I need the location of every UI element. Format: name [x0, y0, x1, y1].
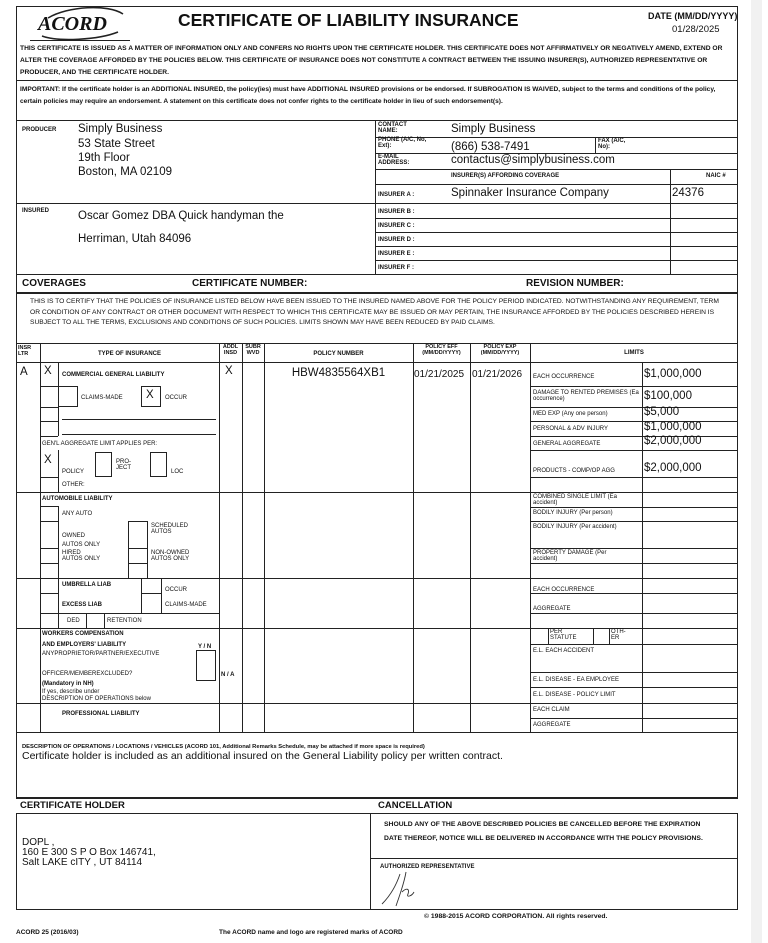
- insurer-b-label: INSURER B :: [378, 209, 415, 215]
- rule-line: [16, 703, 738, 704]
- rule-line: [58, 450, 59, 492]
- rule-line: [16, 6, 17, 797]
- rule-line: [548, 628, 549, 644]
- occur-checkbox[interactable]: X: [146, 389, 154, 401]
- description-text: Certificate holder is included as an additional insured on the General Liability policy per written contract.: [22, 750, 503, 762]
- rule-line: [530, 644, 738, 645]
- employers-liability-label: AND EMPLOYERS' LIABILITY: [42, 642, 127, 648]
- producer-line: Boston, MA 02109: [78, 166, 172, 178]
- rule-line: [530, 407, 738, 408]
- limit-value: $1,000,000: [644, 368, 702, 380]
- policy-eff-header: POLICY EFF (MM/DD/YYYY): [422, 344, 461, 356]
- owned-autos-label: OWNED AUTOS ONLY: [62, 533, 101, 548]
- cancellation-text: SHOULD ANY OF THE ABOVE DESCRIBED POLICIES BE CANCELLED BEFORE THE EXPIRATION DATE THEREOF, NOTICE WILL BE DELIVERED IN ACCORDANCE WITH THE POLICY PROVISIONS.: [384, 821, 703, 842]
- rule-line: [219, 343, 220, 732]
- rule-line: [16, 343, 738, 344]
- description-label: DESCRIPTION OF OPERATIONS / LOCATIONS / VEHICLES (ACORD 101, Additional Remarks Schedule, may be attached if more space is required): [22, 744, 425, 750]
- rule-line: [530, 672, 738, 673]
- insr-ltr-header: INSR LTR: [18, 345, 32, 357]
- certify-text: THIS IS TO CERTIFY THAT THE POLICIES OF INSURANCE LISTED BELOW HAVE BEEN ISSUED TO THE INSURED NAMED ABOVE FOR THE POLICY PERIOD INDICATED. NOTWITHSTANDING ANY REQUIREMENT, TERM OR CONDITION OF ANY CONTRACT OR OTHER DOCUMENT WITH RESPECT TO WHICH THIS CERTIFICATE MAY BE ISSUED OR MAY PERTAIN, THE INSURANCE AFFORDED BY THE POLICIES DESCRIBED HEREIN IS SUBJECT TO ALL THE TERMS, EXCLUSIONS AND CONDITIONS OF SUCH POLICIES. LIMITS SHOWN MAY HAVE BEEN REDUCED BY PAID CLAIMS.: [30, 298, 719, 326]
- limit-label: E.L. EACH ACCIDENT: [533, 648, 595, 654]
- rule-line: [128, 548, 147, 549]
- rule-line: [16, 732, 738, 733]
- revision-number-label: REVISION NUMBER:: [526, 278, 624, 289]
- rule-line: [16, 80, 738, 81]
- hired-autos-label: HIRED AUTOS ONLY: [62, 550, 101, 563]
- insurers-header: INSURER(S) AFFORDING COVERAGE: [451, 173, 560, 179]
- insured-label: INSURED: [22, 208, 50, 214]
- limit-label: PERSONAL & ADV INJURY: [533, 426, 609, 432]
- ded-label: DED: [67, 618, 80, 624]
- gl-policy-eff: 01/21/2025: [414, 369, 465, 380]
- gl-label: COMMERCIAL GENERAL LIABILITY: [62, 372, 165, 378]
- rule-line: [595, 137, 596, 153]
- subr-wvd-header: SUBR WVD: [245, 344, 261, 356]
- coverages-title: COVERAGES: [22, 278, 86, 289]
- claims-made-label: CLAIMS-MADE: [81, 395, 123, 401]
- limit-value: $1,000,000: [644, 421, 702, 433]
- gl-insr-ltr: A: [20, 366, 28, 378]
- contact-name-label: CONTACT NAME:: [378, 122, 407, 135]
- policy-number-header: POLICY NUMBER: [313, 351, 364, 357]
- email-value: contactus@simplybusiness.com: [451, 154, 615, 166]
- checkbox-outline[interactable]: [58, 386, 78, 407]
- limits-header: LIMITS: [624, 350, 644, 356]
- auto-label: AUTOMOBILE LIABILITY: [42, 496, 113, 502]
- limit-label: E.L. DISEASE - EA EMPLOYEE: [533, 677, 620, 683]
- rule-line: [642, 362, 643, 732]
- na-label: N / A: [221, 672, 235, 678]
- rule-line: [530, 521, 738, 522]
- authorized-rep-label: AUTHORIZED REPRESENTATIVE: [380, 864, 475, 870]
- yn-label: Y / N: [198, 644, 212, 650]
- rule-line: [470, 343, 471, 732]
- limit-label: DAMAGE TO RENTED PREMISES (Ea occurrence): [533, 390, 639, 403]
- insurer-d-label: INSURER D :: [378, 237, 415, 243]
- email-label: E-MAIL ADDRESS:: [378, 154, 410, 167]
- limit-value: $100,000: [644, 390, 692, 402]
- insurer-a-name: Spinnaker Insurance Company: [451, 187, 609, 199]
- rule-line: [16, 909, 738, 910]
- insured-address: Herriman, Utah 84096: [78, 233, 192, 245]
- rule-line: [16, 203, 375, 204]
- rule-line: [40, 343, 41, 732]
- holder-line: DOPL ,: [22, 837, 55, 848]
- retention-label: RETENTION: [107, 618, 142, 624]
- if-yes-label: If yes, describe under: [42, 689, 100, 695]
- rule-line: [86, 613, 87, 628]
- project-label: PRO- JECT: [116, 459, 131, 472]
- mandatory-label: (Mandatory in NH): [42, 681, 94, 687]
- phone-label: PHONE (A/C, No, Ext):: [378, 137, 427, 150]
- rule-line: [375, 246, 738, 247]
- rule-line: [40, 436, 58, 437]
- officer-label: OFFICER/MEMBEREXCLUDED?: [42, 671, 133, 677]
- rule-line: [242, 343, 243, 732]
- rule-line: [128, 521, 147, 522]
- limit-value: $5,000: [644, 406, 680, 418]
- rule-line: [264, 343, 265, 732]
- gl-policy-number: HBW4835564XB1: [291, 367, 386, 379]
- rule-line: [530, 548, 738, 549]
- producer-label: PRODUCER: [22, 127, 57, 133]
- disclaimer-text: THIS CERTIFICATE IS ISSUED AS A MATTER OF INFORMATION ONLY AND CONFERS NO RIGHTS UPON THE CERTIFICATE HOLDER. THIS CERTIFICATE DOES NOT AFFIRMATIVELY OR NEGATIVELY AMEND, EXTEND OR ALTER THE COVERAGE AFFORDED BY THE POLICIES BELOW. THIS CERTIFICATE OF INSURANCE DOES NOT CONSTITUTE A CONTRACT BETWEEN THE ISSUING INSURER(S), AUTHORIZED REPRESENTATIVE OR PRODUCER, AND THE CERTIFICATE HOLDER.: [20, 45, 723, 76]
- rule-line: [737, 6, 738, 797]
- limit-label: AGGREGATE: [533, 606, 571, 612]
- rule-line: [530, 477, 738, 478]
- workers-label: WORKERS COMPENSATION: [42, 631, 124, 637]
- rule-line: [375, 120, 376, 274]
- insurer-a-naic: 24376: [672, 187, 704, 199]
- rule-line: [147, 521, 148, 578]
- form-id: ACORD 25 (2016/03): [16, 929, 79, 936]
- gl-policy-exp: 01/21/2026: [472, 369, 523, 380]
- proprietor-label: ANYPROPRIETOR/PARTNER/EXECUTIVE: [42, 651, 160, 657]
- checkbox-outline[interactable]: [196, 650, 216, 681]
- policy-exp-header: POLICY EXP (MM/DD/YYYY): [480, 344, 520, 356]
- logo-text: ACORD: [38, 13, 107, 35]
- insurer-e-label: INSURER E :: [378, 251, 415, 257]
- producer-line: 53 State Street: [78, 138, 155, 150]
- rule-line: [530, 718, 738, 719]
- rule-line: [609, 628, 610, 644]
- page-title: CERTIFICATE OF LIABILITY INSURANCE: [178, 10, 519, 30]
- rule-line: [62, 419, 216, 420]
- producer-line: Simply Business: [78, 123, 163, 135]
- rule-line: [375, 232, 738, 233]
- rule-line: [670, 169, 671, 274]
- limit-label: MED EXP (Any one person): [533, 411, 608, 417]
- date-label: DATE (MM/DD/YYYY): [648, 11, 738, 21]
- loc-label: LOC: [171, 469, 184, 475]
- rule-line: [16, 578, 738, 579]
- other-label: OTHER:: [62, 482, 85, 488]
- rule-line: [16, 797, 738, 799]
- umbrella-label: UMBRELLA LIAB: [62, 582, 112, 588]
- rule-line: [40, 506, 58, 507]
- gen-agg-label: GEN'L AGGREGATE LIMIT APPLIES PER:: [42, 441, 158, 447]
- rule-line: [141, 578, 142, 613]
- rule-line: [16, 813, 17, 910]
- limit-label: AGGREGATE: [533, 722, 571, 728]
- limit-value: $2,000,000: [644, 435, 702, 447]
- rule-line: [530, 687, 738, 688]
- rule-line: [375, 137, 738, 138]
- certificate-number-label: CERTIFICATE NUMBER:: [192, 278, 308, 289]
- rule-line: [58, 506, 59, 578]
- rule-line: [530, 450, 738, 451]
- naic-label: NAIC #: [706, 173, 726, 179]
- addl-insd-header: ADDL INSD: [222, 344, 239, 356]
- policy-label: POLICY: [62, 469, 85, 475]
- rule-line: [530, 421, 738, 422]
- rule-line: [128, 521, 129, 578]
- rule-line: [161, 578, 162, 613]
- limit-label: EACH OCCURRENCE: [533, 587, 595, 593]
- rule-line: [530, 386, 738, 387]
- rule-line: [370, 858, 738, 859]
- rule-line: [16, 492, 738, 493]
- rule-line: [375, 169, 738, 170]
- rule-line: [40, 593, 58, 594]
- copyright: © 1988-2015 ACORD CORPORATION. All rights reserved.: [424, 913, 608, 920]
- limit-label: BODILY INJURY (Per accident): [533, 524, 617, 530]
- rule-line: [40, 548, 58, 549]
- rule-line: [30, 40, 130, 41]
- rule-line: [16, 120, 738, 121]
- excess-label: EXCESS LIAB: [62, 602, 103, 608]
- rule-line: [593, 628, 594, 644]
- insurer-c-label: INSURER C :: [378, 223, 415, 229]
- rule-line: [530, 507, 738, 508]
- rule-line: [375, 203, 738, 204]
- rule-line: [40, 477, 58, 478]
- desc-ops-below-label: DESCRIPTION OF OPERATIONS below: [42, 696, 151, 702]
- scrollbar[interactable]: [751, 0, 762, 943]
- policy-checkbox[interactable]: X: [44, 454, 52, 466]
- other-er-label: OTH- ER: [611, 629, 626, 642]
- rule-line: [40, 521, 58, 522]
- rule-line: [40, 563, 58, 564]
- registered-marks: The ACORD name and logo are registered marks of ACORD: [219, 929, 403, 936]
- type-header: TYPE OF INSURANCE: [97, 351, 161, 357]
- rule-line: [141, 593, 161, 594]
- holder-line: 160 E 300 S P O Box 146741,: [22, 847, 156, 858]
- rule-line: [62, 434, 216, 435]
- limit-label: EACH CLAIM: [533, 707, 570, 713]
- rule-line: [104, 613, 105, 628]
- contact-name: Simply Business: [451, 123, 536, 135]
- insured-name: Oscar Gomez DBA Quick handyman the: [78, 210, 284, 222]
- holder-line: Salt LAKE cITY , UT 84114: [22, 857, 143, 868]
- important-notice: IMPORTANT: If the certificate holder is an ADDITIONAL INSURED, the policy(ies) must have ADDITIONAL INSURED provisions or be endorsed. If SUBROGATION IS WAIVED, subject to the terms and conditions of the policy, certain policies may require an endorsement. A statement on this certificate does not confer rights to the certificate holder in lieu of such endorsement(s).: [20, 86, 716, 105]
- signature-icon: [378, 870, 428, 908]
- non-owned-autos-label: NON-OWNED AUTOS ONLY: [151, 550, 190, 563]
- occur-label: OCCUR: [165, 395, 187, 401]
- rule-line: [530, 563, 738, 564]
- fax-label: FAX (A/C, No):: [598, 138, 626, 151]
- rule-line: [40, 421, 58, 422]
- rule-line: [40, 613, 219, 614]
- insurer-a-label: INSURER A :: [378, 192, 415, 198]
- limit-label: BODILY INJURY (Per person): [533, 510, 613, 516]
- limit-value: $2,000,000: [644, 462, 702, 474]
- rule-line: [16, 813, 738, 814]
- umbrella-claims-made-label: CLAIMS-MADE: [165, 602, 207, 608]
- limit-label: GENERAL AGGREGATE: [533, 441, 601, 447]
- acord-logo: [28, 6, 133, 40]
- phone-value: (866) 538-7491: [451, 141, 530, 153]
- rule-line: [40, 407, 58, 408]
- scheduled-autos-label: SCHEDULED AUTOS: [151, 523, 189, 536]
- rule-line: [530, 343, 531, 732]
- limit-label: PRODUCTS - COMP/OP AGG: [533, 468, 615, 474]
- rule-line: [370, 813, 371, 910]
- rule-line: [375, 218, 738, 219]
- checkbox-outline[interactable]: [95, 452, 112, 477]
- rule-line: [40, 386, 58, 387]
- any-auto-label: ANY AUTO: [62, 511, 93, 517]
- rule-line: [413, 343, 414, 732]
- limit-label: COMBINED SINGLE LIMIT (Ea accident): [533, 494, 617, 507]
- umbrella-occur-label: OCCUR: [165, 587, 187, 593]
- rule-line: [375, 184, 738, 185]
- rule-line: [530, 613, 738, 614]
- rule-line: [58, 578, 59, 628]
- rule-line: [16, 292, 738, 294]
- limit-label: PROPERTY DAMAGE (Per accident): [533, 550, 607, 563]
- gl-addl-insd: X: [225, 365, 233, 377]
- producer-line: 19th Floor: [78, 152, 130, 164]
- rule-line: [16, 362, 738, 363]
- cancellation-label: CANCELLATION: [378, 800, 453, 811]
- certificate-holder-label: CERTIFICATE HOLDER: [20, 800, 125, 811]
- limit-label: EACH OCCURRENCE: [533, 374, 595, 380]
- rule-line: [16, 274, 738, 275]
- per-statute-label: PER STATUTE: [550, 629, 577, 642]
- limit-label: E.L. DISEASE - POLICY LIMIT: [533, 692, 616, 698]
- gl-checkbox[interactable]: X: [44, 365, 52, 377]
- rule-line: [530, 436, 738, 437]
- insurer-f-label: INSURER F :: [378, 265, 414, 271]
- checkbox-outline[interactable]: [150, 452, 167, 477]
- rule-line: [737, 813, 738, 910]
- professional-label: PROFESSIONAL LIABILITY: [62, 711, 140, 717]
- rule-line: [128, 563, 147, 564]
- date-value: 01/28/2025: [672, 24, 720, 35]
- rule-line: [375, 260, 738, 261]
